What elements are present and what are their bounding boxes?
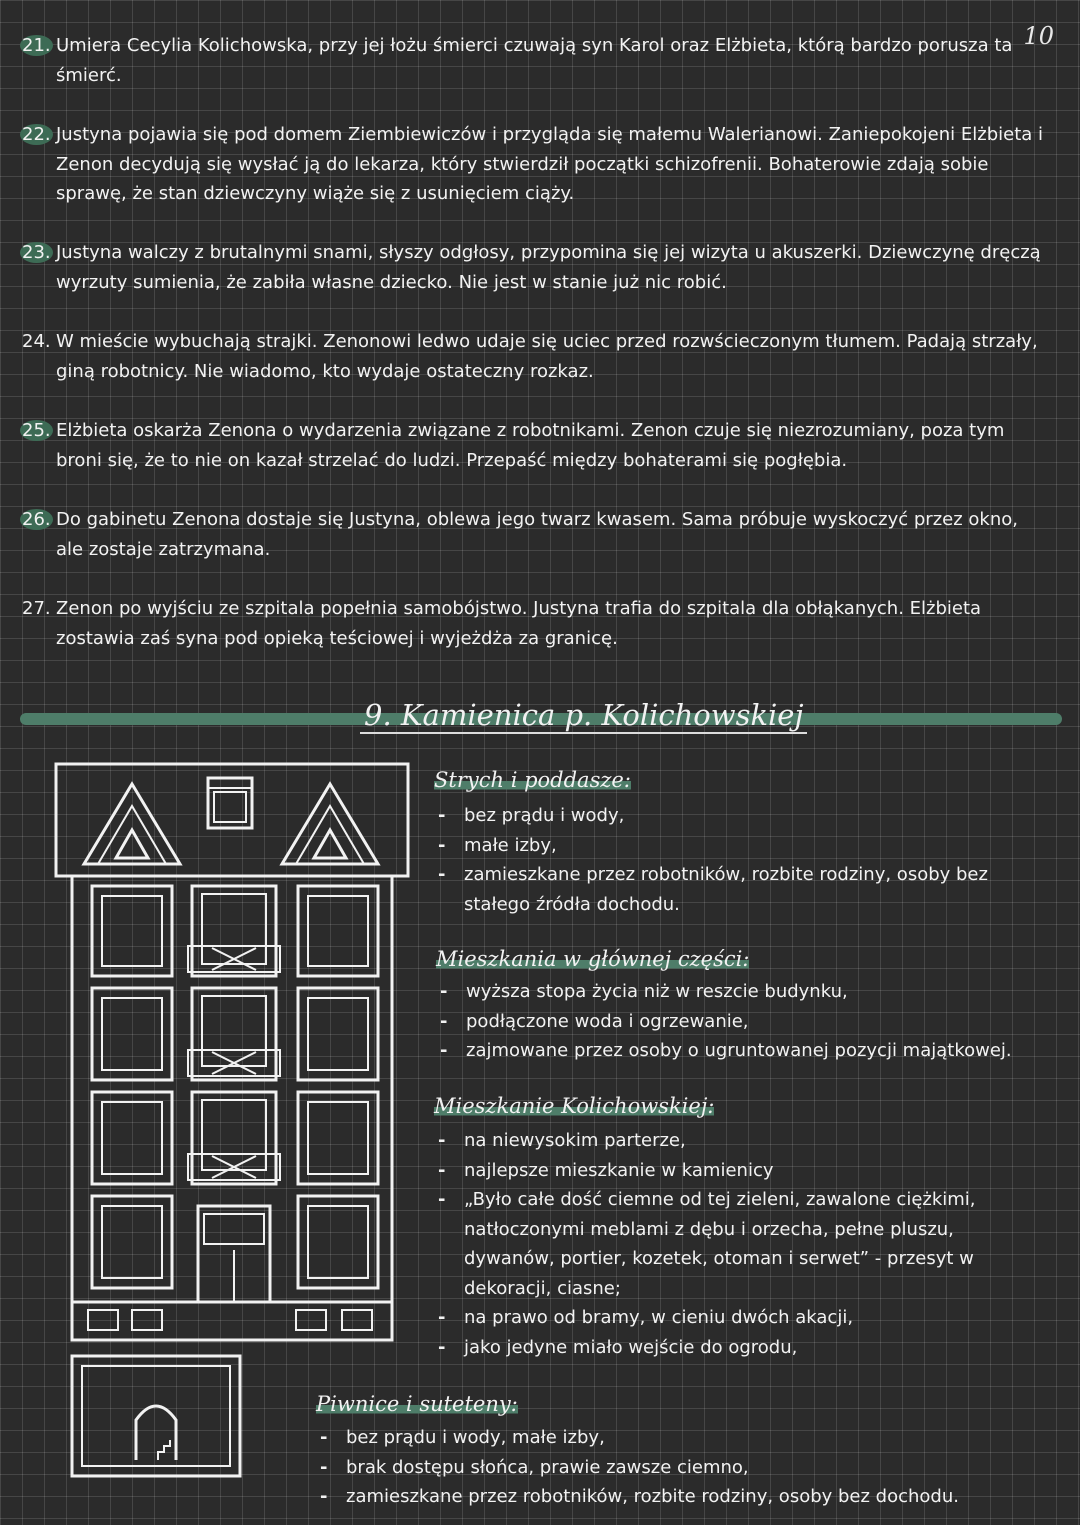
group-heading-attic: Strych i poddasze: (434, 768, 631, 792)
list-item (20, 594, 1050, 653)
item-text: Do gabinetu Zenona dostaje się Justyna, oblewa jego twarz kwasem. Sama próbuje wyskoczyć przez okno, ale zostaje zatrzymana. (56, 509, 1018, 560)
item-number: 25. (22, 420, 51, 441)
list-item: - na prawo od bramy, w cieniu dwóch akacji, (434, 1303, 1014, 1333)
group-heading-basements: Piwnice i suteteny: (316, 1392, 518, 1416)
list-item: - jako jedyne miało wejście do ogrodu, (434, 1333, 1014, 1363)
group-heading-kolichowska-flat: Mieszkanie Kolichowskiej: (434, 1094, 715, 1118)
item-text: Umiera Cecylia Kolichowska, przy jej łożu śmierci czuwają syn Karol oraz Elżbieta, którą bardzo porusza ta śmierć. (56, 35, 1013, 86)
item-number: 26. (22, 509, 51, 530)
item-text: Zenon po wyjściu ze szpitala popełnia samobójstwo. Justyna trafia do szpitala dla obłąkanych. Elżbieta zostawia zaś syna pod opieką teściowej i wyjeżdża za granicę. (56, 598, 982, 649)
list-item: - najlepsze mieszkanie w kamienicy (434, 1156, 1014, 1186)
page-number: 10 (1023, 22, 1054, 50)
item-number: 24. (22, 331, 51, 352)
list-item (20, 416, 1050, 475)
item-number: 21. (22, 35, 51, 56)
list-attic (434, 801, 1034, 919)
list-basements (316, 1423, 1036, 1512)
list-item: - bez prądu i wody, małe izby, (316, 1423, 1036, 1453)
list-item: - na niewysokim parterze, (434, 1126, 1014, 1156)
list-item: - podłączone woda i ogrzewanie, (436, 1007, 1056, 1037)
group-heading-main-flats: Mieszkania w głównej części: (436, 947, 750, 971)
list-item: - bez prądu i wody, (434, 801, 1034, 831)
list-item: - zamieszkane przez robotników, rozbite rodziny, osoby bez dochodu. (316, 1482, 1036, 1512)
list-item: - małe izby, (434, 831, 1034, 861)
item-text: W mieście wybuchają strajki. Zenonowi ledwo udaje się uciec przed rozwścieczonym tłumem. Padają strzały, giną robotnicy. Nie wiadomo, kto wydaje ostateczny rozkaz. (56, 331, 1038, 382)
item-text: Justyna pojawia się pod domem Ziembiewiczów i przygląda się małemu Walerianowi. Zaniepokojeni Elżbieta i Zenon decydują się wysłać ją do lekarza, który stwierdził początki schizofrenii. Bohaterowie zdają sobie sprawę, że stan dziewczyny wiąże się z usunięciem ciąży. (56, 124, 1044, 204)
list-item: - wyższa stopa życia niż w reszcie budynku, (436, 977, 1056, 1007)
list-item: - „Było całe dość ciemne od tej zieleni, zawalone ciężkimi, natłoczonymi meblami z dębu i orzecha, pełne pluszu, dywanów, portier, kozetek, otoman i serwet” - przesyt w dekoracji, ciasne; (434, 1185, 1014, 1303)
tenement-house-drawing (52, 760, 412, 1480)
item-text: Justyna walczy z brutalnymi snami, słyszy odgłosy, przypomina się jej wizyta u akuszerki. Dziewczynę dręczą wyrzuty sumienia, że zabiła własne dziecko. Nie jest w stanie już nic robić. (56, 242, 1041, 293)
list-kolichowska-flat (434, 1126, 1014, 1362)
list-item: - zamieszkane przez robotników, rozbite rodziny, osoby bez stałego źródła dochodu. (434, 860, 1034, 919)
list-item: - brak dostępu słońca, prawie zawsze ciemno, (316, 1453, 1036, 1483)
item-number: 23. (22, 242, 51, 263)
list-item (20, 327, 1050, 386)
list-item: - zajmowane przez osoby o ugruntowanej pozycji majątkowej. (436, 1036, 1056, 1066)
list-item (20, 238, 1050, 297)
list-item (20, 31, 1050, 90)
item-text: Elżbieta oskarża Zenona o wydarzenia związane z robotnikami. Zenon czuje się niezrozumiany, poza tym broni się, że to nie on kazał strzelać do ludzi. Przepaść między bohaterami się pogłębia. (56, 420, 1005, 471)
item-number: 22. (22, 124, 51, 145)
item-number: 27. (22, 598, 51, 619)
list-item (20, 120, 1050, 209)
list-main-flats (436, 977, 1056, 1066)
list-item (20, 505, 1050, 564)
section-title: 9. Kamienica p. Kolichowskiej (360, 698, 807, 734)
